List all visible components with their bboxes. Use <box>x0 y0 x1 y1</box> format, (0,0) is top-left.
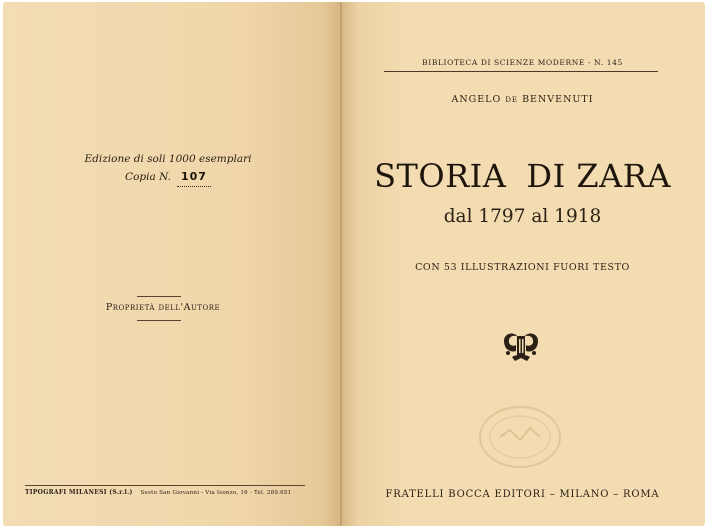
copy-number: 107 <box>177 168 211 187</box>
author-last-name: BENVENUTI <box>522 94 594 105</box>
ownership-notice: Proprietà dell'Autore <box>105 302 221 313</box>
author-particle: DE <box>505 96 519 104</box>
series-rule <box>384 71 658 72</box>
ownership-rule-bottom <box>137 320 181 321</box>
author-first-name: ANGELO <box>451 94 502 105</box>
printer-imprint <box>25 489 325 496</box>
title-page <box>340 2 705 526</box>
illustrations-note: CON 53 ILLUSTRAZIONI FUORI TESTO <box>415 262 630 273</box>
left-page <box>3 2 340 526</box>
edition-line: Edizione di soli 1000 esemplari <box>84 153 252 165</box>
printer-address: Sesto San Giovanni - Via Isonzo, 16 - Tel. 289.651 <box>140 490 292 496</box>
publisher-line: FRATELLI BOCCA EDITORI – MILANO – ROMA <box>385 489 660 500</box>
embossed-stamp-icon <box>475 402 565 472</box>
printer-name: TIPOGRAFI MILANESI (S.r.l.) <box>25 489 133 496</box>
ownership-rule-top <box>137 296 181 297</box>
copy-label: Copia N. <box>125 171 171 183</box>
book-subtitle: dal 1797 al 1918 <box>443 206 602 227</box>
author-name <box>340 94 705 105</box>
title-part-2: DI ZARA <box>526 157 671 195</box>
edition-block <box>83 150 253 187</box>
book-gutter <box>340 2 342 526</box>
series-title: BIBLIOTECA DI SCIENZE MODERNE - N. 145 <box>422 58 623 67</box>
title-part-1: STORIA <box>374 157 507 195</box>
imprint-rule <box>25 485 305 486</box>
book-spread <box>3 2 705 526</box>
publisher-emblem-icon <box>500 327 542 367</box>
book-title <box>340 157 705 195</box>
copy-line <box>125 168 211 187</box>
